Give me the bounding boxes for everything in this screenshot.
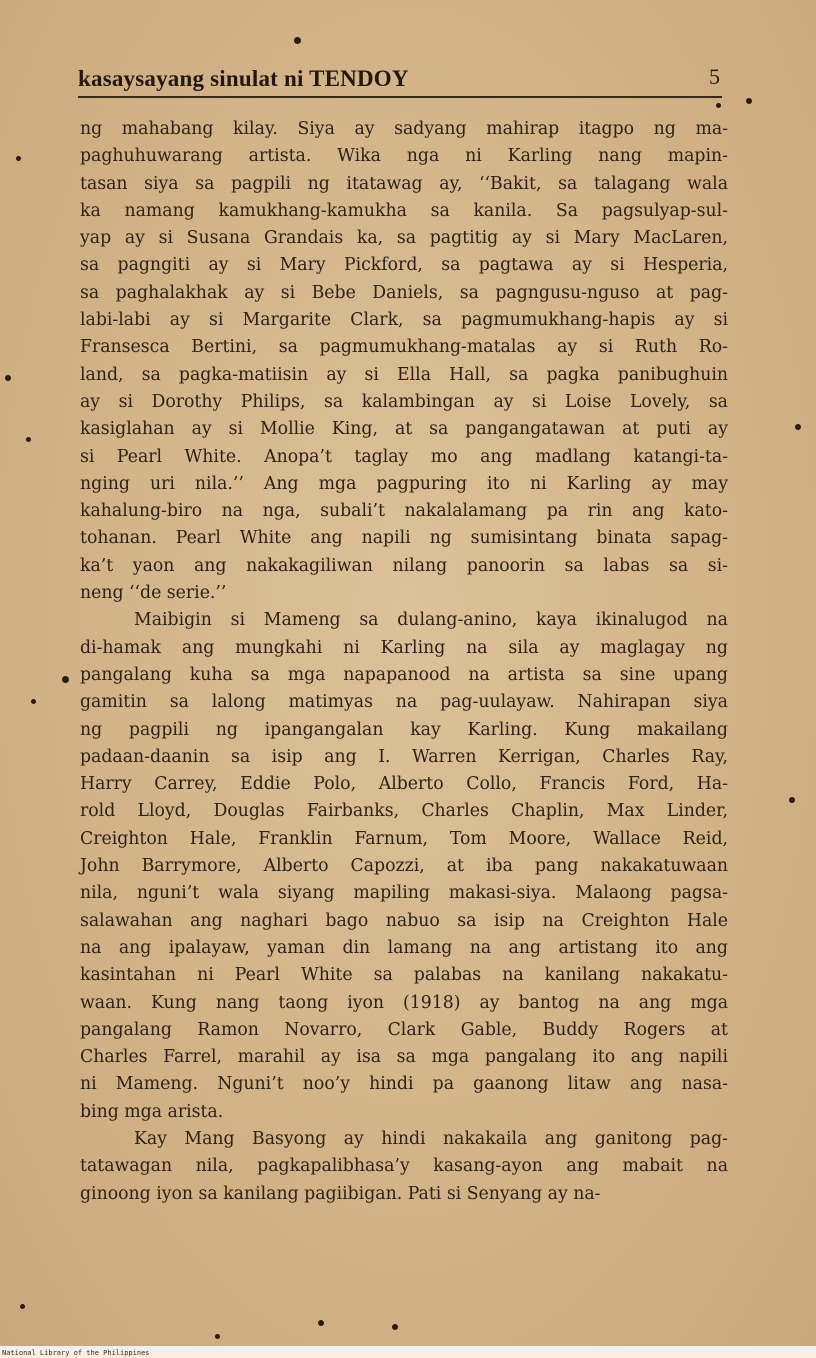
text-line: di-hamak ang mungkahi ni Karling na sila ay maglagay ng <box>80 637 728 658</box>
text-line: Maibigin si Mameng sa dulang-anino, kaya ikinalugod na <box>134 610 728 631</box>
text-line: yap ay si Susana Grandais ka, sa pagtitig ay si Mary MacLaren, <box>80 228 728 249</box>
ink-speck <box>746 98 752 104</box>
ink-speck <box>789 797 795 803</box>
ink-speck <box>294 37 301 44</box>
running-head-title: kasaysayang sinulat ni TENDOY <box>78 66 409 91</box>
text-line: Harry Carrey, Eddie Polo, Alberto Collo, Francis Ford, Ha- <box>80 774 728 795</box>
text-line: ka’t yaon ang nakakagiliwan nilang panoorin sa labas sa si- <box>80 555 728 576</box>
ink-speck <box>62 676 69 683</box>
page-number: 5 <box>709 64 720 89</box>
text-line: salawahan ang naghari bago nabuo sa isip na Creighton Hale <box>80 910 728 931</box>
text-line: tatawagan nila, pagkapalibhasa’y kasang-ayon ang mabait na <box>80 1156 728 1177</box>
text-line: si Pearl White. Anopa’t taglay mo ang madlang katangi-ta- <box>80 446 728 467</box>
text-line: ni Mameng. Nguni’t noo’y hindi pa gaanong litaw ang nasa- <box>80 1074 728 1095</box>
ink-speck <box>16 156 21 161</box>
text-line: waan. Kung nang taong iyon (1918) ay bantog na ang mga <box>80 992 728 1013</box>
text-line: tasan siya sa pagpili ng itatawag ay, ‘‘Bakit, sa talagang wala <box>80 173 728 194</box>
text-line: gamitin sa lalong matimyas na pag-uulayaw. Nahirapan siya <box>80 692 728 713</box>
text-line: rold Lloyd, Douglas Fairbanks, Charles Chaplin, Max Linder, <box>80 801 728 822</box>
running-head <box>78 66 722 96</box>
text-line: Kay Mang Basyong ay hindi nakakaila ang ganitong pag- <box>134 1128 728 1149</box>
text-line: kasintahan ni Pearl White sa palabas na kanilang nakakatu- <box>80 965 728 986</box>
text-line: bing mga arista. <box>80 1101 224 1122</box>
text-line: ng mahabang kilay. Siya ay sadyang mahirap itagpo ng ma- <box>80 119 728 139</box>
text-line: tohanan. Pearl White ang napili ng sumisintang binata sapag- <box>80 528 728 549</box>
text-line: John Barrymore, Alberto Capozzi, at iba pang nakakatuwaan <box>80 856 728 877</box>
text-line: ay si Dorothy Philips, sa kalambingan ay si Loise Lovely, sa <box>80 391 728 412</box>
text-line: pangalang Ramon Novarro, Clark Gable, Buddy Rogers at <box>80 1019 728 1040</box>
text-line: sa paghalakhak ay si Bebe Daniels, sa pagngusu-nguso at pag- <box>80 282 728 303</box>
text-line: Fransesca Bertini, sa pagmumukhang-matalas ay si Ruth Ro- <box>80 337 728 358</box>
ink-speck <box>5 375 11 381</box>
text-line: ng pagpili ng ipangangalan kay Karling. Kung makailang <box>80 719 728 740</box>
text-line: padaan-daanin sa isip ang I. Warren Kerrigan, Charles Ray, <box>80 746 728 767</box>
text-line: Charles Farrel, marahil ay isa sa mga pangalang ito ang napili <box>80 1047 728 1068</box>
text-line: kahalung-biro na nga, subali’t nakalalamang pa rin ang kato- <box>80 501 728 522</box>
ink-speck <box>31 699 36 704</box>
text-line: na ang ipalayaw, yaman din lamang na ang artistang ito ang <box>80 937 728 958</box>
text-line: labi-labi ay si Margarite Clark, sa pagmumukhang-hapis ay si <box>80 310 728 331</box>
ink-speck <box>716 103 721 108</box>
text-line: kasiglahan ay si Mollie King, at sa pangangatawan at puti ay <box>80 419 728 440</box>
text-line: nila, nguni’t wala siyang mapiling makasi-siya. Malaong pagsa- <box>80 883 728 904</box>
text-line: pangalang kuha sa mga napapanood na artista sa sine upang <box>80 664 728 685</box>
ink-speck <box>318 1320 324 1326</box>
text-line: neng ‘‘de serie.’’ <box>80 583 227 604</box>
ink-speck <box>20 1304 25 1309</box>
ink-speck <box>26 437 31 442</box>
header-rule <box>78 96 722 98</box>
text-line: ka namang kamukhang-kamukha sa kanila. Sa pagsulyap-sul- <box>80 200 728 221</box>
text-line: ginoong iyon sa kanilang pagiibigan. Pati si Senyang ay na- <box>80 1183 601 1204</box>
text-line: sa pagngiti ay si Mary Pickford, sa pagtawa ay si Hesperia, <box>80 255 728 276</box>
text-line: land, sa pagka-matiisin ay si Ella Hall, sa pagka panibughuin <box>80 364 728 385</box>
text-line: paghuhuwarang artista. Wika nga ni Karling nang mapin- <box>80 146 728 167</box>
library-credit: National Library of the Philippines <box>2 1349 150 1357</box>
body-text <box>80 116 728 1208</box>
ink-speck <box>795 424 801 430</box>
text-line: Creighton Hale, Franklin Farnum, Tom Moore, Wallace Reid, <box>80 828 728 849</box>
ink-speck <box>215 1334 220 1339</box>
ink-speck <box>392 1324 398 1330</box>
text-line: nging uri nila.’’ Ang mga pagpuring ito ni Karling ay may <box>80 473 728 494</box>
